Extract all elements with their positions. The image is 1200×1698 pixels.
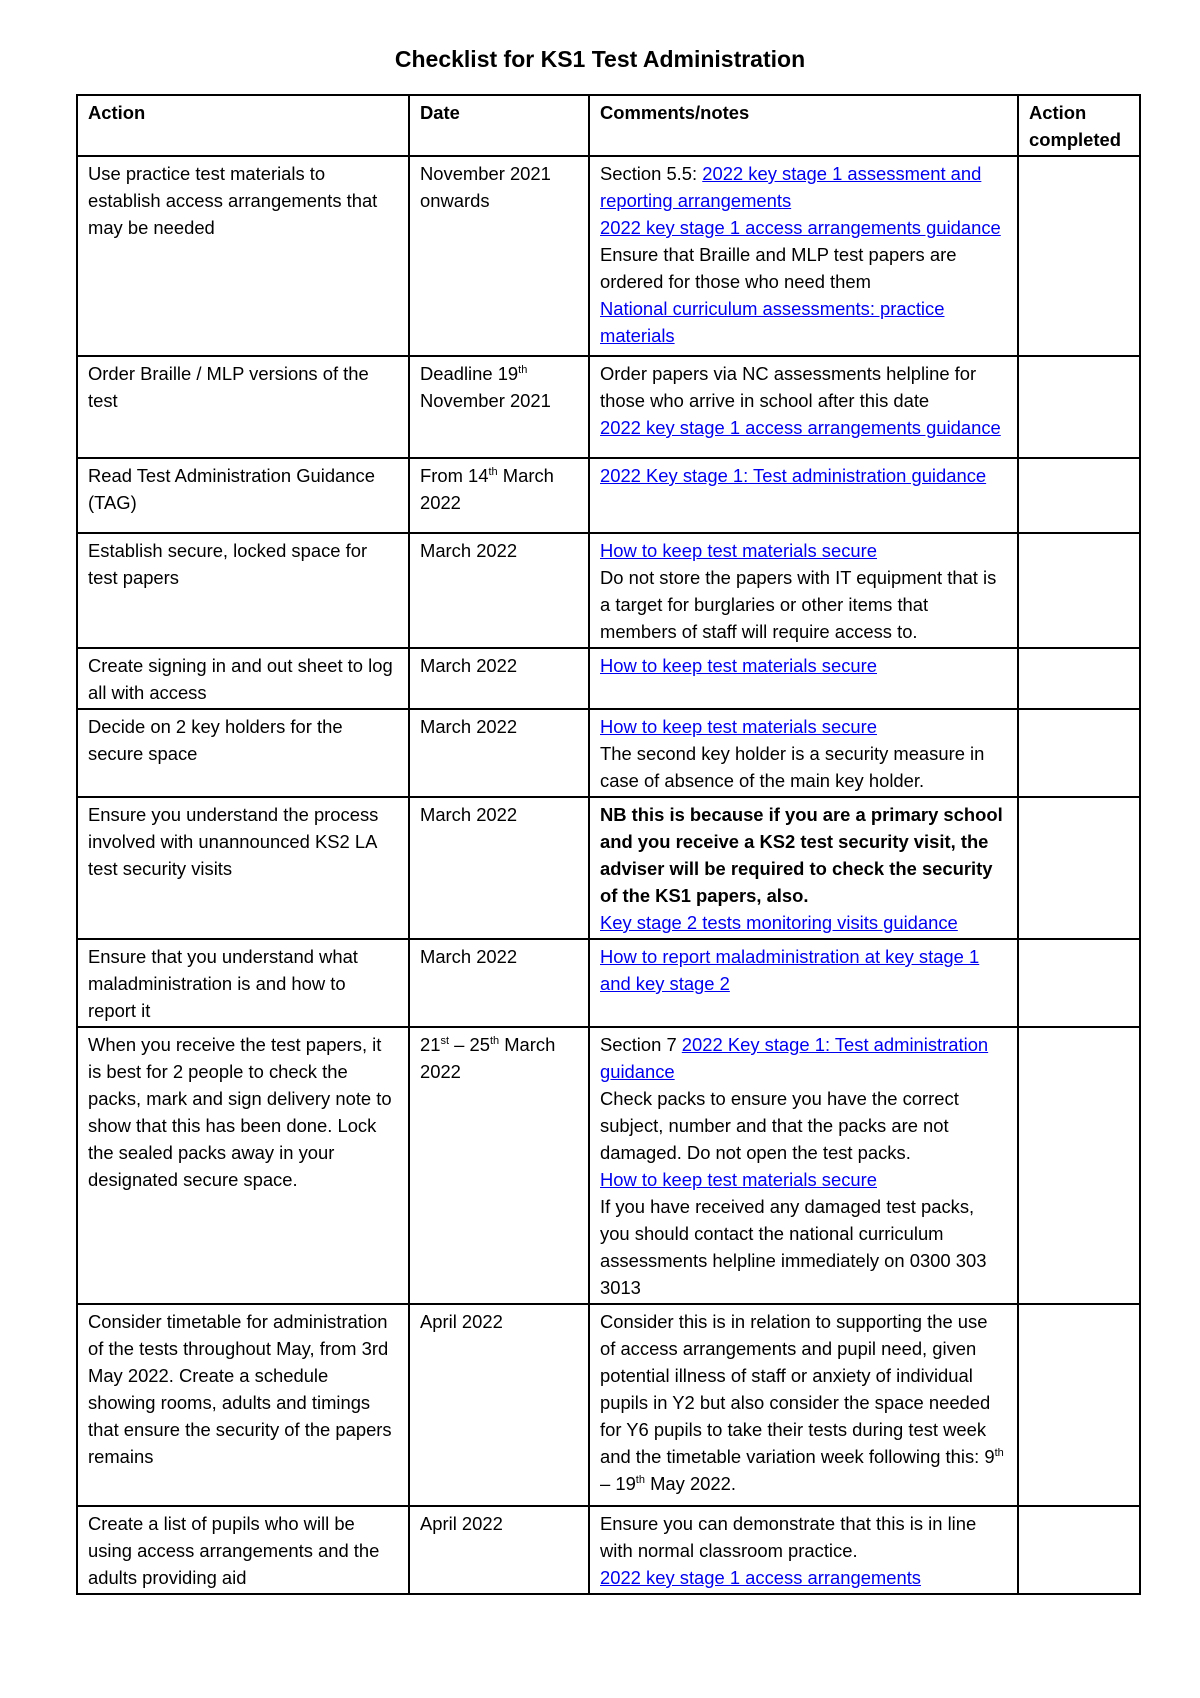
- page-title: Checklist for KS1 Test Administration: [394, 46, 806, 72]
- comment-text: NB this is because if you are a primary school and you receive a KS2 test security visit, the adviser will be required to check the security of the KS1 papers, also.: [600, 804, 1003, 906]
- comment-text: Section 7: [600, 1034, 682, 1055]
- action-cell: Establish secure, locked space for test papers: [77, 533, 409, 648]
- date-cell: March 2022: [409, 797, 589, 939]
- guidance-link[interactable]: 2022 key stage 1 access arrangements guidance: [600, 217, 1001, 238]
- table-row: [77, 939, 1140, 1027]
- action-cell: Read Test Administration Guidance (TAG): [77, 458, 409, 533]
- table-row: [77, 533, 1140, 648]
- action-completed-cell[interactable]: [1018, 1027, 1140, 1304]
- comments-cell: [589, 458, 1018, 533]
- action-cell: When you receive the test papers, it is best for 2 people to check the packs, mark and sign delivery note to show that this has been done. Lock the sealed packs away in your designated secure space.: [77, 1027, 409, 1304]
- action-completed-cell[interactable]: [1018, 156, 1140, 356]
- checklist-rows: [77, 156, 1140, 1594]
- action-cell: Create a list of pupils who will be using access arrangements and the adults providing aid: [77, 1506, 409, 1594]
- comments-cell: [589, 356, 1018, 458]
- comments-cell: [589, 1506, 1018, 1594]
- guidance-link[interactable]: National curriculum assessments: practice materials: [600, 298, 945, 346]
- table-row: [77, 648, 1140, 709]
- comments-cell: [589, 939, 1018, 1027]
- action-completed-cell[interactable]: [1018, 356, 1140, 458]
- action-completed-cell[interactable]: [1018, 1506, 1140, 1594]
- comment-text: Check packs to ensure you have the correct subject, number and that the packs are not damaged. Do not open the test packs.: [600, 1088, 959, 1163]
- date-cell: April 2022: [409, 1506, 589, 1594]
- guidance-link[interactable]: How to keep test materials secure: [600, 716, 877, 737]
- date-cell: November 2021 onwards: [409, 156, 589, 356]
- action-completed-cell[interactable]: [1018, 533, 1140, 648]
- guidance-link[interactable]: 2022 Key stage 1: Test administration guidance: [600, 1034, 989, 1082]
- guidance-link[interactable]: 2022 Key stage 1: Test administration guidance: [600, 465, 987, 486]
- table-row: [77, 1304, 1140, 1506]
- date-cell: March 2022: [409, 533, 589, 648]
- table-row: [77, 156, 1140, 356]
- comment-text: Do not store the papers with IT equipment that is a target for burglaries or other items that members of staff will require access to.: [600, 567, 997, 642]
- checklist-table: [76, 94, 1141, 1595]
- comment-text: Consider this is in relation to supporting the use of access arrangements and pupil need, given potential illness of staff or anxiety of individual pupils in Y2 but also consider the space needed for Y6 pupils to take their tests during test week and the timetable variation week following this: 9th – 19th May 2022.: [600, 1311, 1004, 1494]
- action-cell: Consider timetable for administration of the tests throughout May, from 3rd May 2022. Create a schedule showing rooms, adults and timings that ensure the security of the papers remains: [77, 1304, 409, 1506]
- guidance-link[interactable]: How to keep test materials secure: [600, 540, 877, 561]
- action-cell: Ensure you understand the process involved with unannounced KS2 LA test security visits: [77, 797, 409, 939]
- header-comments: Comments/notes: [589, 95, 1018, 156]
- table-row: [77, 1506, 1140, 1594]
- table-row: [77, 709, 1140, 797]
- comment-text: The second key holder is a security measure in case of absence of the main key holder.: [600, 743, 985, 791]
- table-header-row: [77, 95, 1140, 156]
- action-cell: Use practice test materials to establish access arrangements that may be needed: [77, 156, 409, 356]
- date-cell: March 2022: [409, 648, 589, 709]
- guidance-link[interactable]: How to keep test materials secure: [600, 1169, 877, 1190]
- date-cell: March 2022: [409, 709, 589, 797]
- comments-cell: [589, 156, 1018, 356]
- date-cell: March 2022: [409, 939, 589, 1027]
- comments-cell: [589, 533, 1018, 648]
- action-completed-cell[interactable]: [1018, 648, 1140, 709]
- header-action: Action: [77, 95, 409, 156]
- table-row: [77, 356, 1140, 458]
- comments-cell: [589, 797, 1018, 939]
- comments-cell: [589, 709, 1018, 797]
- action-completed-cell[interactable]: [1018, 1304, 1140, 1506]
- action-completed-cell[interactable]: [1018, 939, 1140, 1027]
- action-completed-cell[interactable]: [1018, 797, 1140, 939]
- guidance-link[interactable]: How to report maladministration at key stage 1 and key stage 2: [600, 946, 980, 994]
- action-cell: Decide on 2 key holders for the secure space: [77, 709, 409, 797]
- action-cell: Order Braille / MLP versions of the test: [77, 356, 409, 458]
- date-cell: April 2022: [409, 1304, 589, 1506]
- guidance-link[interactable]: How to keep test materials secure: [600, 655, 877, 676]
- action-completed-cell[interactable]: [1018, 458, 1140, 533]
- action-cell: Ensure that you understand what maladministration is and how to report it: [77, 939, 409, 1027]
- date-cell: From 14th March 2022: [409, 458, 589, 533]
- comment-text: Ensure you can demonstrate that this is in line with normal classroom practice.: [600, 1513, 977, 1561]
- guidance-link[interactable]: Key stage 2 tests monitoring visits guidance: [600, 912, 958, 933]
- guidance-link[interactable]: 2022 key stage 1 access arrangements: [600, 1567, 922, 1588]
- action-completed-cell[interactable]: [1018, 709, 1140, 797]
- date-cell: Deadline 19th November 2021: [409, 356, 589, 458]
- comment-text: Ensure that Braille and MLP test papers are ordered for those who need them: [600, 244, 957, 292]
- table-row: [77, 797, 1140, 939]
- comment-text: Order papers via NC assessments helpline for those who arrive in school after this date: [600, 363, 977, 411]
- header-date: Date: [409, 95, 589, 156]
- table-row: [77, 458, 1140, 533]
- comments-cell: [589, 648, 1018, 709]
- comment-text: Section 5.5:: [600, 163, 703, 184]
- guidance-link[interactable]: 2022 key stage 1 assessment and reporting arrangements: [600, 163, 982, 211]
- date-cell: 21st – 25th March 2022: [409, 1027, 589, 1304]
- comment-text: If you have received any damaged test packs, you should contact the national curriculum assessments helpline immediately on 0300 303 3013: [600, 1196, 987, 1298]
- table-row: [77, 1027, 1140, 1304]
- comments-cell: [589, 1304, 1018, 1506]
- comments-cell: [589, 1027, 1018, 1304]
- action-cell: Create signing in and out sheet to log all with access: [77, 648, 409, 709]
- header-action-completed: Action completed: [1018, 95, 1140, 156]
- guidance-link[interactable]: 2022 key stage 1 access arrangements guidance: [600, 417, 1001, 438]
